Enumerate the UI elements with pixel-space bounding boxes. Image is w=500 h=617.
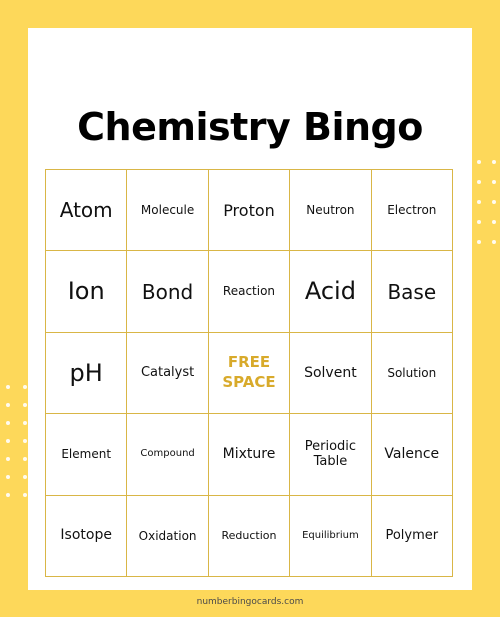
decorative-dots-right: [477, 160, 500, 244]
free-space-cell[interactable]: FREE SPACE: [209, 333, 290, 414]
decorative-dot: [477, 200, 481, 204]
bingo-cell[interactable]: Base: [372, 251, 453, 332]
bingo-cell[interactable]: Reaction: [209, 251, 290, 332]
bingo-cell[interactable]: Atom: [46, 170, 127, 251]
decorative-dot: [23, 493, 27, 497]
decorative-dot: [6, 385, 10, 389]
bingo-cell[interactable]: Mixture: [209, 414, 290, 495]
bingo-cell[interactable]: Proton: [209, 170, 290, 251]
bingo-cell[interactable]: Solvent: [290, 333, 371, 414]
decorative-dots-left: [6, 385, 27, 497]
bingo-cell[interactable]: Isotope: [46, 496, 127, 577]
decorative-dot: [6, 493, 10, 497]
bingo-cell[interactable]: Bond: [127, 251, 208, 332]
bingo-cell[interactable]: Ion: [46, 251, 127, 332]
bingo-cell[interactable]: Reduction: [209, 496, 290, 577]
bingo-cell[interactable]: Solution: [372, 333, 453, 414]
decorative-dot: [6, 457, 10, 461]
decorative-dot: [23, 457, 27, 461]
decorative-dot: [492, 160, 496, 164]
bingo-card: [28, 28, 472, 590]
bingo-cell[interactable]: Equilibrium: [290, 496, 371, 577]
decorative-dot: [6, 403, 10, 407]
bingo-cell[interactable]: Periodic Table: [290, 414, 371, 495]
decorative-dot: [492, 240, 496, 244]
bingo-grid: [45, 169, 453, 577]
decorative-dot: [23, 439, 27, 443]
decorative-dot: [23, 385, 27, 389]
decorative-dot: [23, 475, 27, 479]
bingo-cell[interactable]: Polymer: [372, 496, 453, 577]
bingo-cell[interactable]: Element: [46, 414, 127, 495]
decorative-dot: [23, 421, 27, 425]
decorative-dot: [6, 475, 10, 479]
decorative-dot: [477, 180, 481, 184]
decorative-dot: [477, 220, 481, 224]
bingo-cell[interactable]: Acid: [290, 251, 371, 332]
bingo-cell[interactable]: Oxidation: [127, 496, 208, 577]
bingo-cell[interactable]: Valence: [372, 414, 453, 495]
bingo-cell[interactable]: Neutron: [290, 170, 371, 251]
decorative-dot: [6, 421, 10, 425]
decorative-dot: [492, 220, 496, 224]
card-title: Chemistry Bingo: [77, 105, 423, 149]
bingo-cell[interactable]: Catalyst: [127, 333, 208, 414]
bingo-cell[interactable]: Molecule: [127, 170, 208, 251]
bingo-cell[interactable]: Electron: [372, 170, 453, 251]
decorative-dot: [477, 240, 481, 244]
decorative-dot: [477, 160, 481, 164]
bingo-cell[interactable]: pH: [46, 333, 127, 414]
bingo-cell[interactable]: Compound: [127, 414, 208, 495]
decorative-dot: [6, 439, 10, 443]
decorative-dot: [492, 200, 496, 204]
decorative-dot: [23, 403, 27, 407]
decorative-dot: [492, 180, 496, 184]
footer-website: numberbingocards.com: [196, 597, 304, 607]
